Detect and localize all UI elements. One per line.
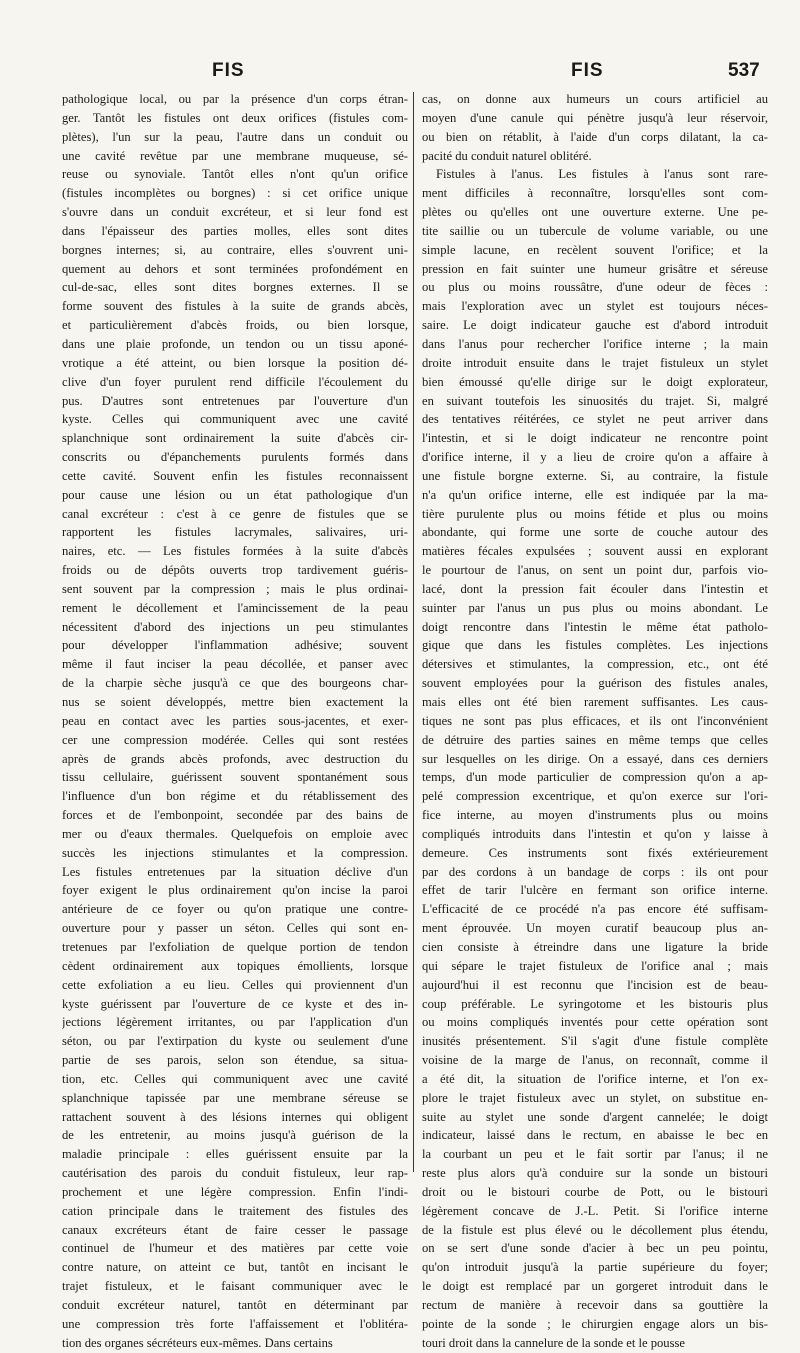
text-line: la courbant un peu et le fait sortir par l'anus; il ne: [422, 1147, 768, 1162]
text-line: nécessitent d'abord des injections un peu stimulantes: [62, 619, 408, 634]
text-line: L'efficacité de ce procédé n'a pas encore été suffisam-: [422, 902, 768, 917]
text-line: tiques ne sont pas plus efficaces, et ils ont l'inconvénient: [422, 713, 768, 728]
text-line: mer ou d'eaux thermales. Quelquefois on emploie avec: [62, 826, 408, 841]
text-line: moyen d'une canule qui pénètre jusqu'à leur réservoir,: [422, 110, 768, 125]
text-line: kyste guérissent par l'ouverture de ce kyste et des in-: [62, 996, 408, 1011]
text-line: rectum de manière à recevoir dans sa gouttière la: [422, 1298, 768, 1312]
text-line: pathologique local, ou par la présence d'un corps étran-: [62, 92, 408, 106]
text-line: doigt rencontre dans l'intestin le même état patholo-: [422, 619, 768, 634]
text-line: effet de tarir l'ulcère en fermant son orifice interne.: [422, 883, 768, 898]
text-line: tite saillie ou un tubercule de volume variable, ou une: [422, 223, 768, 238]
text-line: forme souvent des fistules à la suite de grands abcès,: [62, 299, 408, 314]
text-line: le doigt est remplacé par un gorgeret introduit dans le: [422, 1279, 768, 1294]
text-line: suinter par l'anus un pus plus ou moins abondant. Le: [422, 600, 768, 615]
text-line: suite au stylet une sonde d'argent cannelée; le doigt: [422, 1109, 768, 1124]
text-line: cien consiste à étreindre dans une ligature la bride: [422, 939, 768, 954]
text-line: Fistules à l'anus. Les fistules à l'anus sont rare-: [436, 167, 768, 182]
text-line: qu'on introduit jusqu'à la partie supérieure du foyer;: [422, 1260, 768, 1275]
text-line: par des cordons à un bandage de corps : ils ont pour: [422, 864, 768, 879]
text-line: s'ouvre dans un conduit excréteur, et si leur fond est: [62, 205, 408, 220]
text-line: ou moins compliqués inventés pour cette opération sont: [422, 1015, 768, 1030]
text-line: d'orifice interne, il y a lieu de croire qu'on a affaire à: [422, 450, 768, 465]
text-line: peau en contact avec les parties sous-jacentes, et exer-: [62, 713, 408, 728]
text-line: froids ou de dépôts ouverts trop tardivement guéris-: [62, 563, 408, 578]
text-line: de la fistule est plus élevé ou le décollement plus étendu,: [422, 1222, 768, 1237]
text-line: naires, etc. — Les fistules formées à la suite d'abcès: [62, 544, 408, 559]
text-line: cas, on donne aux humeurs un cours artificiel au: [422, 92, 768, 106]
text-line: de la charpie sèche jusqu'à ce que des bourgeons char-: [62, 676, 408, 691]
header-left-title: FIS: [212, 60, 245, 81]
text-line: pression en fait suinter une humeur grisâtre et séreuse: [422, 261, 768, 276]
column-divider: [413, 92, 414, 1172]
text-line: de les entretenir, au moins jusqu'à guérison de la: [62, 1128, 408, 1143]
text-line: cèdent ordinairement aux topiques émollients, lorsque: [62, 958, 408, 973]
text-line: tion des organes sécréteurs eux-mêmes. Dans certains: [62, 1335, 333, 1350]
text-line: rapportent les fistules lacrymales, salivaires, uri-: [62, 525, 408, 540]
text-line: conduit excréteur naturel, tantôt en déterminant par: [62, 1298, 408, 1312]
text-line: nus se soient développés, mettre bien exactement la: [62, 695, 408, 709]
text-line: fice interne, au moyen d'instruments plus ou moins: [422, 808, 768, 823]
text-line: pour développer l'inflammation adhésive; souvent: [62, 638, 408, 653]
text-line: l'intestin, et si le doigt indicateur ne rencontre point: [422, 431, 768, 446]
text-line: vrotique a été atteint, ou bien lorsque la position dé-: [62, 355, 408, 370]
text-line: compliqués introduits dans l'intestin et qu'on y laisse à: [422, 826, 768, 841]
text-line: indicateur, laissé dans le rectum, en abaisse le bec en: [422, 1128, 768, 1143]
text-line: dans l'épaisseur des parties molles, elles sont dites: [62, 223, 408, 238]
text-line: l'influence d'un bon régime et du rétablissement des: [62, 789, 408, 804]
text-line: ment difficiles à reconnaître, lorsqu'elles sont com-: [422, 186, 768, 201]
text-line: reuse ou synoviale. Tantôt elles n'ont qu'un orifice: [62, 167, 408, 182]
text-line: cette exfoliation a eu lieu. Celles qui proviennent d'un: [62, 977, 408, 992]
text-line: bien émoussé qu'elle dirige sur le doigt explorateur,: [422, 374, 768, 389]
text-line: des tentatives réitérées, ce stylet ne peut arriver dans: [422, 412, 768, 427]
text-line: ou bien on rétablit, à l'aide d'un corps dilatant, la ca-: [422, 129, 768, 144]
text-line: inusités présentement. S'il s'agit d'une fistule complète: [422, 1034, 768, 1049]
text-line: splanchnique sont ordinairement la suite d'abcès cir-: [62, 431, 408, 446]
text-line: a été dit, la situation de l'orifice interne, et l'on ex-: [422, 1071, 768, 1086]
text-line: tissu cellulaire, guérissent souvent spontanément sous: [62, 770, 408, 785]
text-line: ouverture pour y passer un séton. Celles qui sont en-: [62, 921, 408, 936]
text-line: droit ou le bistouri courbe de Pott, ou le bistouri: [422, 1184, 768, 1199]
text-line: n'a qu'un orifice interne, elle est indiquée par la ma-: [422, 487, 768, 502]
text-line: pacité du conduit naturel oblitéré.: [422, 148, 592, 163]
text-line: plètes ou qu'elles ont une ouverture externe. Une pe-: [422, 205, 768, 220]
text-line: ment éprouvée. Un moyen curatif beaucoup plus an-: [422, 921, 768, 936]
text-line: de détruire des parties saines en même temps que celles: [422, 732, 768, 747]
text-line: cul-de-sac, elles sont dites borgnes externes. Il se: [62, 280, 408, 295]
text-line: matières fécales expulsées ; souvent aussi en explorant: [422, 544, 768, 559]
text-line: dans une plaie profonde, un tendon ou un tissu aponé-: [62, 336, 408, 351]
text-line: légèrement concave de J.-L. Petit. Si l'orifice interne: [422, 1203, 768, 1218]
text-line: succès les injections stimulantes et la compression.: [62, 845, 408, 860]
text-line: gique que dans les fistules complètes. Les injections: [422, 638, 768, 653]
text-line: kyste. Celles qui communiquent avec une cavité: [62, 412, 408, 427]
text-line: saire. Le doigt indicateur gauche est d'abord introduit: [422, 318, 768, 333]
text-line: pelé compression excentrique, et qu'on exerce sur l'ori-: [422, 789, 768, 804]
text-line: plore le trajet fistuleux avec un stylet, on substitue en-: [422, 1090, 768, 1105]
text-line: rement le décollement et l'amincissement de la peau: [62, 600, 408, 615]
text-line: ger. Tantôt les fistules ont deux orifices (fistules com-: [62, 110, 408, 125]
text-line: conscrits ou d'épanchements purulents formés dans: [62, 450, 408, 465]
text-line: quement au dehors et sont terminées profondément en: [62, 261, 408, 276]
text-line: pour cause une lésion ou un état pathologique d'un: [62, 487, 408, 502]
text-line: rattachent souvent à des lésions internes qui obligent: [62, 1109, 408, 1124]
left-column: [62, 90, 408, 1353]
text-line: clive d'un foyer purulent rend difficile l'écoulement du: [62, 374, 408, 389]
text-line: (fistules incomplètes ou borgnes) : si cet orifice unique: [62, 186, 408, 201]
text-line: continuel de l'humeur et des matières par cette voie: [62, 1241, 408, 1256]
text-line: qui sépare le trajet fistuleux de l'orifice anal ; mais: [422, 958, 768, 973]
text-line: reste plus alors qu'à conduire sur la sonde un bistouri: [422, 1166, 768, 1181]
text-line: cautérisation des parois du conduit fistuleux, leur rap-: [62, 1166, 408, 1181]
text-line: antérieure de ce foyer ou qu'on pratique une contre-: [62, 902, 408, 917]
text-line: détersives et stimulantes, la compression, etc., ont été: [422, 657, 768, 672]
text-line: maladie principale : elles guérissent ensuite par la: [62, 1147, 408, 1162]
text-line: prochement et une légère compression. Enfin l'indi-: [62, 1184, 408, 1199]
text-line: lacé, dont la pression fait écouler dans l'intestin et: [422, 581, 768, 596]
text-line: jections légèrement irritantes, ou par l'application d'un: [62, 1015, 408, 1030]
text-line: canaux excréteurs étant de faire cesser le passage: [62, 1222, 408, 1237]
text-line: cette cavité. Souvent enfin les fistules reconnaissent: [62, 468, 408, 483]
text-line: une cavité revêtue par une membrane muqueuse, sé-: [62, 148, 408, 163]
text-line: cation principale dans le traitement des fistules des: [62, 1203, 408, 1218]
text-line: mais elles ont été bien rarement suffisantes. Les caus-: [422, 695, 768, 709]
text-line: cer une compression modérée. Celles qui sont restées: [62, 732, 408, 747]
text-line: plètes), l'un sur la peau, l'autre dans un conduit ou: [62, 129, 408, 144]
text-line: borgnes internes; si, au contraire, elles s'ouvrent uni-: [62, 242, 408, 257]
text-line: foyer exigent le plus ordinairement qu'on incise la paroi: [62, 883, 408, 898]
text-line: touri droit dans la cannelure de la sonde et le pousse: [422, 1335, 685, 1350]
text-line: trajet fistuleux, et le faisant communiquer avec le: [62, 1279, 408, 1294]
running-header: [0, 60, 800, 88]
text-line: forces et de l'embonpoint, secondée par des bains de: [62, 808, 408, 823]
text-line: abondante, qui forme une sorte de couche autour des: [422, 525, 768, 540]
text-line: après de grands abcès profonds, avec destruction du: [62, 751, 408, 766]
text-line: voisine de la marge de l'anus, on reconnaît, comme il: [422, 1053, 768, 1068]
text-line: pus. D'autres sont entretenues par l'ouverture d'un: [62, 393, 408, 408]
text-line: contre nature, on atteint ce but, tantôt en incisant le: [62, 1260, 408, 1275]
text-line: canal excréteur : c'est à ce genre de fistules que se: [62, 506, 408, 521]
text-line: simple lacune, en recèlent souvent l'orifice; et la: [422, 242, 768, 257]
text-line: dans l'anus pour rechercher l'orifice interne ; la main: [422, 336, 768, 351]
text-line: le pourtour de l'anus, on sent un point dur, parfois vio-: [422, 563, 768, 578]
text-line: droite introduit ensuite dans le trajet fistuleux un stylet: [422, 355, 768, 370]
text-line: coup préférable. Le syringotome et les bistouris plus: [422, 996, 768, 1011]
text-line: demeure. Ces instruments sont fixés extérieurement: [422, 845, 768, 860]
text-line: souvent employées pour la guérison des fistules anales,: [422, 676, 768, 691]
text-line: ou plus ou moins roussâtre, d'une odeur de fèces :: [422, 280, 768, 295]
text-line: tion, etc. Celles qui communiquent avec une cavité: [62, 1071, 408, 1086]
text-line: pointe de la sonde ; le chirurgien engage alors un bis-: [422, 1316, 768, 1331]
text-line: sur lesquelles on les dirige. On a essayé, dans ces derniers: [422, 751, 768, 766]
text-line: mais l'exploration avec un stylet est toujours néces-: [422, 299, 768, 314]
text-line: sent souvent par la compression ; mais le plus ordinai-: [62, 581, 408, 596]
text-line: séton, ou par l'extirpation du kyste ou seulement d'une: [62, 1034, 408, 1049]
text-line: tière purulente plus ou moins fétide et plus ou moins: [422, 506, 768, 521]
text-line: temps, d'un mode particulier de compression qu'on a ap-: [422, 770, 768, 785]
text-line: une fistule borgne externe. Si, au contraire, la fistule: [422, 468, 768, 483]
text-line: splanchnique tapissée par une membrane séreuse se: [62, 1090, 408, 1105]
right-column: [422, 90, 768, 1353]
text-line: aujourd'hui il est reconnu que l'incision est de beau-: [422, 977, 768, 992]
text-line: même il faut inciser la peau décollée, et panser avec: [62, 657, 408, 672]
text-line: en suivant toutefois les sinuosités du trajet. Si, malgré: [422, 393, 768, 408]
text-line: Les fistules entretenues par la situation déclive d'un: [62, 864, 408, 879]
text-line: une compression très forte l'affaissement et l'oblitéra-: [62, 1316, 408, 1331]
page-number: 537: [728, 60, 760, 81]
text-line: et particulièrement d'abcès froids, ou bien lorsque,: [62, 318, 408, 333]
text-line: on se sert d'une sonde d'acier à bec un peu pointu,: [422, 1241, 768, 1256]
text-line: tretenues par l'exfoliation de quelque portion de tendon: [62, 939, 408, 954]
text-line: partie de ses parois, selon son étendue, sa situa-: [62, 1053, 408, 1068]
header-right-title: FIS: [571, 60, 604, 81]
